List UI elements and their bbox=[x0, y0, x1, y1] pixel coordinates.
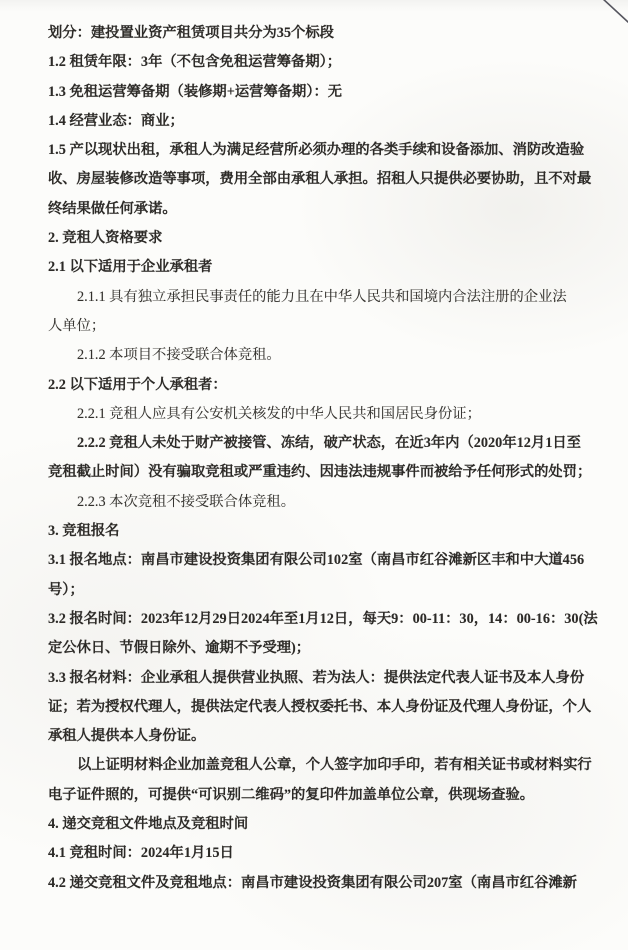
line-3-3-continuation-1: 证；若为授权代理人，提供法定代表人授权委托书、本人身份证及代理人身份证，个人 bbox=[48, 698, 592, 715]
line-1-5-continuation-2: 终结果做任何承诺。 bbox=[48, 200, 177, 217]
line-3-1-location: 3.1 报名地点：南昌市建设投资集团有限公司102室（南昌市红谷滩新区丰和中大道456 bbox=[48, 552, 585, 569]
line-3-3-note-continuation: 电子证件照的，可提供“可识别二维码”的复印件加盖单位公章，供现场查验。 bbox=[48, 786, 535, 803]
heading-2-2-individual: 2.2 以下适用于个人承租者： bbox=[48, 376, 227, 393]
line-3-2-continuation: 定公休日、节假日除外、逾期不予受理)； bbox=[48, 640, 311, 657]
line-1-3-rent-free-period: 1.3 免租运营筹备期（装修期+运营筹备期）：无 bbox=[48, 83, 343, 100]
line-4-2-location: 4.2 递交竞租文件及竞租地点：南昌市建设投资集团有限公司207室（南昌市红谷滩新 bbox=[48, 874, 577, 891]
line-2-1-2: 2.1.2 本项目不接受联合体竞租。 bbox=[77, 347, 281, 364]
line-1-5-as-is-lease: 1.5 产以现状出租，承租人为满足经营所必须办理的各类手续和设备添加、消防改造验 bbox=[48, 142, 585, 159]
heading-2-1-enterprise: 2.1 以下适用于企业承租者 bbox=[48, 259, 213, 276]
line-1-1-division-continuation: 划分：建投置业资产租赁项目共分为35个标段 bbox=[48, 25, 334, 41]
heading-2-qualification: 2. 竞租人资格要求 bbox=[48, 230, 163, 247]
line-1-4-business-type: 1.4 经营业态：商业； bbox=[48, 112, 184, 129]
document-body bbox=[48, 19, 614, 898]
line-3-3-materials: 3.3 报名材料：企业承租人提供营业执照、若为法人：提供法定代表人证书及本人身份 bbox=[48, 669, 585, 686]
line-2-1-1-continuation: 人单位； bbox=[48, 317, 106, 334]
line-2-2-2-continuation: 竞租截止时间）没有骗取竞租或严重违约、因违法违规事件而被给予任何形式的处罚； bbox=[48, 464, 592, 481]
line-2-1-1: 2.1.1 具有独立承担民事责任的能力且在中华人民共和国境内合法注册的企业法 bbox=[77, 288, 567, 305]
line-3-2-time: 3.2 报名时间：2023年12月29日2024年至1月12日，每天9：00-11：30，14：00-16：30(法 bbox=[48, 610, 598, 627]
line-2-2-2: 2.2.2 竞租人未处于财产被接管、冻结，破产状态，在近3年内（2020年12月1日至 bbox=[77, 435, 581, 452]
line-2-2-3: 2.2.3 本次竞租不接受联合体竞租。 bbox=[77, 493, 296, 510]
line-1-5-continuation-1: 收、房屋装修改造等事项，费用全部由承租人承担。招租人只提供必要协助，且不对最 bbox=[48, 171, 592, 188]
line-1-2-lease-term: 1.2 租赁年限：3年（不包含免租运营筹备期）； bbox=[48, 54, 342, 71]
line-3-3-continuation-2: 承租人提供本人身份证。 bbox=[48, 728, 206, 745]
line-3-1-continuation: 号）； bbox=[48, 581, 84, 598]
heading-3-registration: 3. 竞租报名 bbox=[48, 523, 120, 540]
heading-4-submission: 4. 递交竞租文件地点及竞租时间 bbox=[48, 816, 249, 833]
line-4-1-time: 4.1 竞租时间：2024年1月15日 bbox=[48, 845, 234, 862]
line-2-2-1: 2.2.1 竞租人应具有公安机关核发的中华人民共和国居民身份证； bbox=[77, 405, 481, 422]
line-3-3-note: 以上证明材料企业加盖竞租人公章，个人签字加印手印，若有相关证书或材料实行 bbox=[77, 757, 592, 774]
